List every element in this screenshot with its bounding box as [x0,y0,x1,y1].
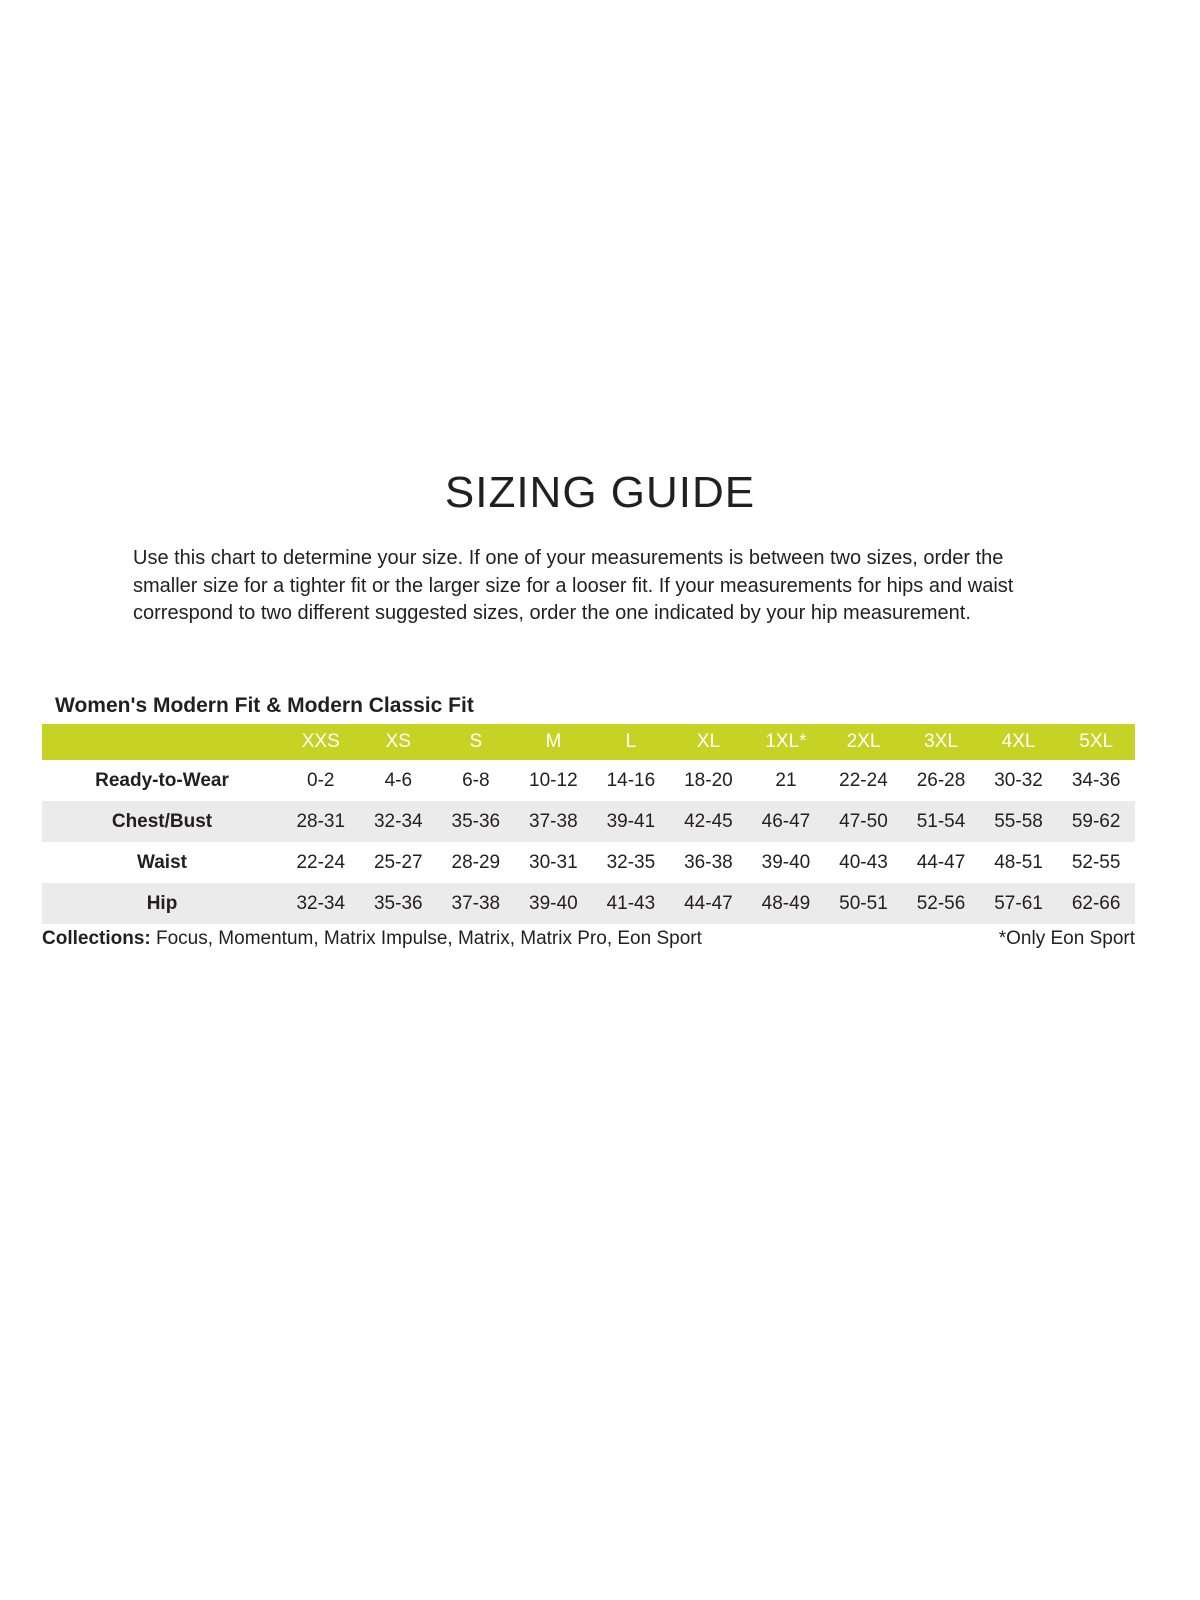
size-cell: 26-28 [916,769,966,791]
size-cell: 42-45 [684,810,733,832]
section-title: Women's Modern Fit & Modern Classic Fit [55,694,474,717]
size-cell: 4-6 [384,769,413,791]
size-cell: 18-20 [684,769,733,791]
size-cell: 22-24 [296,851,346,873]
size-cell: 37-38 [451,892,501,914]
size-cell: 44-47 [684,892,733,914]
size-column-header: XL [670,724,748,760]
size-column-header: 1XL* [747,724,825,760]
size-cell: 34-36 [1071,769,1121,791]
size-cell: 39-40 [529,892,578,914]
size-cell: 59-62 [1071,810,1121,832]
size-cell: 25-27 [373,851,423,873]
size-column-header: 5XL [1057,724,1135,760]
size-cell: 28-29 [451,851,501,873]
size-cell: 52-55 [1071,851,1121,873]
size-cell: 47-50 [839,810,888,832]
size-column-header: S [437,724,515,760]
size-cell: 36-38 [684,851,733,873]
size-column-header: 2XL [825,724,903,760]
collections-list: Focus, Momentum, Matrix Impulse, Matrix, Matrix Pro, Eon Sport [150,928,702,949]
size-header-label-col [42,724,282,760]
size-table-row [42,842,1135,883]
size-table [42,724,1135,924]
size-cell: 50-51 [839,892,888,914]
size-table-row [42,801,1135,842]
size-cell: 39-40 [761,851,811,873]
size-cell: 32-34 [296,892,346,914]
size-table-header [42,724,1135,760]
size-cell: 14-16 [606,769,656,791]
size-cell: 0-2 [307,769,335,791]
row-label: Chest/Bust [111,810,213,832]
size-cell: 21 [775,769,797,791]
size-cell: 62-66 [1071,892,1121,914]
size-column-header: M [515,724,593,760]
size-column-header: L [592,724,670,760]
size-cell: 55-58 [994,810,1043,832]
size-cell: 32-34 [373,810,423,832]
row-label: Ready-to-Wear [95,769,229,791]
size-cell: 35-36 [373,892,423,914]
size-cell: 30-31 [529,851,578,873]
size-cell: 46-47 [761,810,811,832]
size-cell: 52-56 [916,892,966,914]
size-table-row [42,883,1135,924]
size-cell: 28-31 [296,810,346,832]
size-column-header: XS [360,724,438,760]
intro-paragraph: Use this chart to determine your size. If one of your measurements is between two sizes, order the smaller size for a tighter fit or the larger size for a looser fit. If your measurements for hips and waist correspond to two different suggested sizes, order the one indicated by your hip measurement. [133,547,1014,625]
size-cell: 40-43 [839,851,888,873]
page-title: SIZING GUIDE [444,468,756,517]
size-cell: 6-8 [462,769,490,791]
size-cell: 32-35 [606,851,656,873]
row-label: Waist [137,851,187,873]
size-cell: 51-54 [916,810,966,832]
size-column-header: XXS [282,724,360,760]
size-cell: 22-24 [839,769,888,791]
size-cell: 44-47 [916,851,966,873]
size-cell: 39-41 [606,810,656,832]
size-cell: 10-12 [529,769,578,791]
collections-label: Collections: [42,928,151,949]
size-cell: 37-38 [529,810,578,832]
size-cell: 35-36 [451,810,501,832]
size-cell: 57-61 [994,892,1043,914]
size-cell: 48-51 [994,851,1043,873]
size-cell: 30-32 [994,769,1043,791]
size-table-row [42,760,1135,801]
size-column-header: 4XL [980,724,1058,760]
footnote: *Only Eon Sport [998,928,1135,949]
table-footer [42,928,1135,950]
size-table-body [42,760,1135,924]
size-column-header: 3XL [902,724,980,760]
size-header-row [42,724,1135,760]
collections-note [42,928,702,950]
size-cell: 48-49 [761,892,811,914]
row-label: Hip [146,892,178,914]
size-cell: 41-43 [606,892,656,914]
